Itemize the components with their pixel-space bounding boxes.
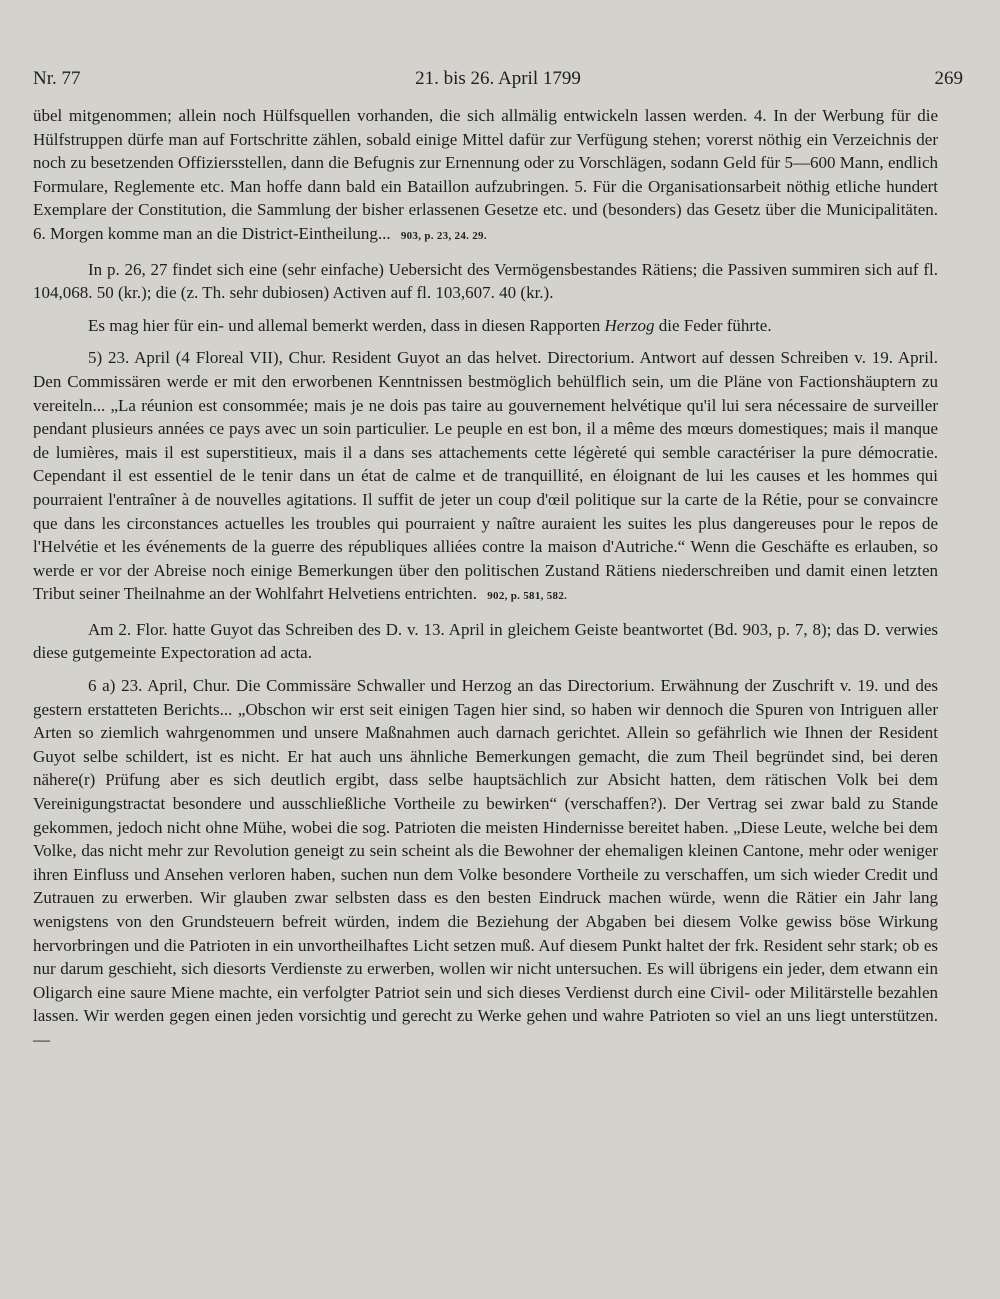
page-body [33, 104, 938, 1052]
italic-name: Herzog [604, 315, 655, 335]
paragraph-text: die Feder führte. [654, 315, 772, 335]
paragraph-item-5 [33, 346, 938, 609]
running-header [33, 68, 963, 96]
date-range: 21. bis 26. April 1799 [415, 68, 581, 89]
archive-reference: 903, p. 23, 24. 29. [400, 229, 487, 242]
paragraph-text: Am 2. Flor. hatte Guyot das Schreiben des D. v. 13. April in gleichem Geiste beantwortet (Bd. 903, p. 7, 8); das D. verwies diese gutgemeinte Expectoration ad acta. [33, 619, 938, 663]
paragraph-continuation [33, 104, 938, 249]
archive-reference: 902, p. 581, 582. [487, 590, 568, 603]
paragraph-text: übel mitgenommen; allein noch Hülfsquellen vorhanden, die sich allmälig entwickeln lassen werden. 4. In der Werbung für die Hülfstruppen dürfe man auf Fortschritte zählen, sobald einige Mittel dafür zur Verfügung stehen; vorerst nöthig ein Verzeichnis der noch zu besetzenden Offiziersstellen, dann die Befugnis zur Ernennung oder zu Vorschlägen, sodann Geld für 5—600 Mann, endlich Formulare, Reglemente etc. Man hoffe dann bald ein Bataillon aufzubringen. 5. Für die Organisationsarbeit nöthig etliche hundert Exemplare der Constitution, die Sammlung der bisher erlassenen Gesetze etc. und (besonders) das Gesetz über die Municipalitäten. 6. Morgen komme man an die District-Eintheilung... [33, 106, 938, 243]
paragraph-text: In p. 26, 27 findet sich eine (sehr einfache) Uebersicht des Vermögensbestandes Rätiens; die Passiven summiren sich auf fl. 104,068. 50 (kr.); die (z. Th. sehr dubiosen) Activen auf fl. 103,607. 40 (kr.). [33, 259, 938, 303]
paragraph-text: 6 a) 23. April, Chur. Die Commissäre Schwaller und Herzog an das Directorium. Erwähnung der Zuschrift v. 19. und des gestern erstatteten Berichts... „Obschon wir erst seit einigen Tagen hier sind, so haben wir dennoch die Spuren von Intriguen aller Arten so ziemlich wahrgenommen und unsere Maßnahmen auch darnach gerichtet. Allein so gefährlich wie Ihnen der Resident Guyot selbe schildert, ist es nicht. Er hat auch uns ähnliche Bemerkungen gemacht, die zum Theil begründet sind, bei deren nähere(r) Prüfung aber es sich deutlich ergibt, dass selbe hauptsächlich zur Absicht hatten, dem rätischen Volk bei dem Vereinigungstractat besondere und ausschließliche Vortheile zu bewirken“ (verschaffen?). Der Vertrag sei zwar bald zu Stande gekommen, jedoch nicht ohne Mühe, wobei die sog. Patrioten die meisten Hindernisse bereitet haben. „Diese Leute, welche bei dem Volke, das nicht mehr zur Revolution geneigt zu sein scheint als die Bewohner der ehemaligen kleinen Cantone, mehr oder weniger ihren Einfluss und Ansehen verloren haben, suchen nun dem Volke besondere Vortheile zu verschaffen, um sich wieder Credit und Zutrauen zu erwerben. Wir glauben zwar selbsten dass es den besten Eindruck machen würde, wenn die Rätier ein Jahr lang wenigstens von den Grundsteuern befreit würden, indem die Beziehung der Abgaben bei diesem Volke gewiss böse Wirkung hervorbringen und die Patrioten in ein unvortheilhaftes Licht setzen muß. Auf diesem Punkt haltet der frk. Resident sehr stark; ob es nur darum geschieht, sich diesorts Verdienste zu erwerben, wollen wir nicht untersuchen. Es will übrigens ein jeder, dem etwann ein Oligarch eine saure Miene machte, ein verfolgter Patriot sein und sich dieses Verdienst durch eine Civil- oder Militärstelle bezahlen lassen. Wir werden gegen einen jeden vorsichtig und gerecht zu Werke gehen und wahre Patrioten so viel an uns liegt unterstützen. — [33, 676, 938, 1049]
page-number: 269 [934, 68, 963, 89]
paragraph-item-6a [33, 674, 938, 1052]
paragraph-text: 5) 23. April (4 Floreal VII), Chur. Resident Guyot an das helvet. Directorium. Antwort auf dessen Schreiben v. 19. April. Den Commissären werde er mit den erworbenen Kenntnissen bestmöglich behülflich sein, um die Pläne von Factionshäuptern zu vereiteln... „La réunion est consommée; mais je ne dois pas taire au gouvernement helvétique qu'il lui sera nécessaire de surveiller pendant plusieurs années ce pays avec un soin particulier. Le peuple en est bon, il a même des mœurs domestiques; mais il manque de lumières, mais il est superstitieux, mais il a dans ses attachements cette légèreté qui semble caractériser la pure démocratie. Cependant il est essentiel de le tenir dans un état de calme et de tranquillité, en éloignant de lui les causes et les hommes qui pourraient l'entraîner à de nouvelles agitations. Il suffit de jeter un coup d'œil politique sur la carte de la Rétie, pour se convaincre que dans les circonstances actuelles les troubles qui pourraient y naître auraient les suites les plus dangereuses pour le repos de l'Helvétie et les événements de la guerre des républiques alliées contre la maison d'Autriche.“ Wenn die Geschäfte es erlauben, so werde er vor der Abreise noch einige Bemerkungen über den politischen Zustand Rätiens niederschreiben und damit einen letzten Tribut seiner Theilnahme an der Wohlfahrt Helvetiens entrichten. [33, 348, 938, 604]
paragraph-guyot-reply [33, 618, 938, 665]
paragraph-text: Es mag hier für ein- und allemal bemerkt werden, dass in diesen Rapporten [88, 315, 605, 335]
document-number: Nr. 77 [33, 68, 81, 89]
paragraph-author-note [33, 314, 938, 338]
paragraph-assets-overview [33, 258, 938, 305]
